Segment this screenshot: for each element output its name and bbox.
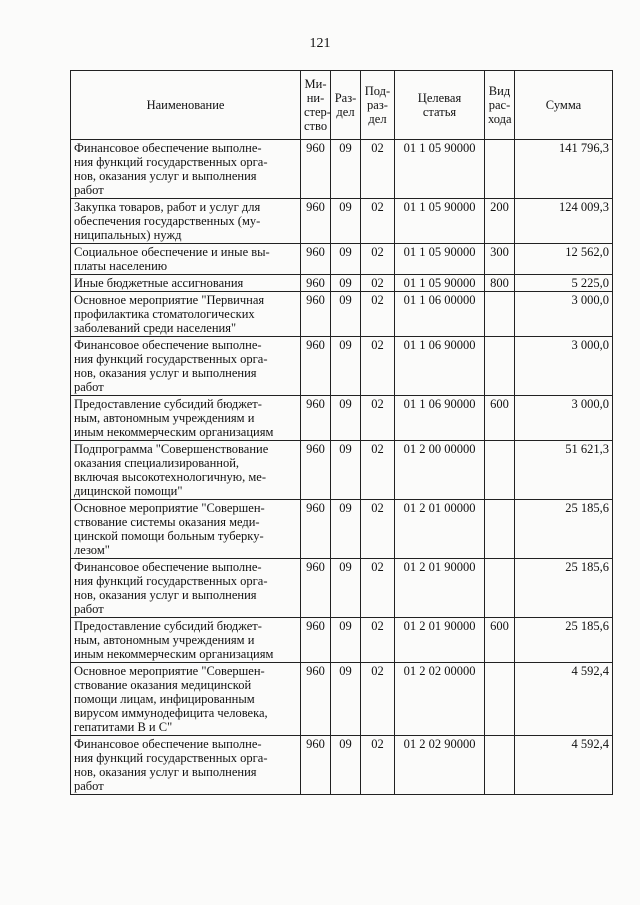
table-row xyxy=(71,337,613,396)
cell-ministry: 960 xyxy=(301,500,331,559)
header-target: Целевая статья xyxy=(395,71,485,140)
cell-subsection: 02 xyxy=(361,140,395,199)
cell-sum: 12 562,0 xyxy=(515,244,613,275)
cell-name: Подпрограмма "Совершенствование оказания специализированной, включая высокотехнологичную, ме- дицинской помощи" xyxy=(71,441,301,500)
cell-section: 09 xyxy=(331,199,361,244)
page-number: 121 xyxy=(309,36,331,51)
cell-section: 09 xyxy=(331,396,361,441)
cell-name: Закупка товаров, работ и услуг для обеспечения государственных (му- ниципальных) нужд xyxy=(71,199,301,244)
cell-subsection: 02 xyxy=(361,337,395,396)
cell-subsection: 02 xyxy=(361,292,395,337)
cell-expense-type xyxy=(485,500,515,559)
cell-sum: 25 185,6 xyxy=(515,559,613,618)
cell-name: Финансовое обеспечение выполне- ния функций государственных орга- нов, оказания услуг и выполнения работ xyxy=(71,337,301,396)
cell-name: Основное мероприятие "Первичная профилактика стоматологических заболеваний среди населения" xyxy=(71,292,301,337)
table-row xyxy=(71,663,613,736)
table-row xyxy=(71,559,613,618)
cell-sum: 25 185,6 xyxy=(515,500,613,559)
cell-target: 01 2 01 00000 xyxy=(395,500,485,559)
cell-expense-type: 800 xyxy=(485,275,515,292)
cell-section: 09 xyxy=(331,292,361,337)
cell-sum: 4 592,4 xyxy=(515,663,613,736)
cell-subsection: 02 xyxy=(361,275,395,292)
cell-ministry: 960 xyxy=(301,337,331,396)
cell-sum: 124 009,3 xyxy=(515,199,613,244)
cell-ministry: 960 xyxy=(301,396,331,441)
header-sum: Сумма xyxy=(515,71,613,140)
table-row xyxy=(71,500,613,559)
cell-ministry: 960 xyxy=(301,441,331,500)
cell-section: 09 xyxy=(331,618,361,663)
cell-subsection: 02 xyxy=(361,618,395,663)
cell-sum: 51 621,3 xyxy=(515,441,613,500)
cell-ministry: 960 xyxy=(301,275,331,292)
cell-name: Финансовое обеспечение выполне- ния функций государственных орга- нов, оказания услуг и выполнения работ xyxy=(71,736,301,795)
header-expense-type: Вид рас- хода xyxy=(485,71,515,140)
cell-section: 09 xyxy=(331,441,361,500)
cell-subsection: 02 xyxy=(361,663,395,736)
table-row xyxy=(71,199,613,244)
cell-name: Иные бюджетные ассигнования xyxy=(71,275,301,292)
cell-expense-type: 600 xyxy=(485,618,515,663)
cell-name: Основное мероприятие "Совершен- ствование системы оказания меди- цинской помощи больным туберку- лезом" xyxy=(71,500,301,559)
cell-sum: 3 000,0 xyxy=(515,396,613,441)
table-row xyxy=(71,140,613,199)
table-row xyxy=(71,244,613,275)
cell-ministry: 960 xyxy=(301,736,331,795)
cell-section: 09 xyxy=(331,275,361,292)
cell-name: Основное мероприятие "Совершен- ствование оказания медицинской помощи лицам, инфицированным вирусом иммунодефицита человека, гепатитами В и С" xyxy=(71,663,301,736)
cell-ministry: 960 xyxy=(301,244,331,275)
cell-expense-type xyxy=(485,663,515,736)
cell-name: Финансовое обеспечение выполне- ния функций государственных орга- нов, оказания услуг и выполнения работ xyxy=(71,140,301,199)
header-ministry: Ми- ни- стер- ство xyxy=(301,71,331,140)
cell-subsection: 02 xyxy=(361,500,395,559)
cell-expense-type: 600 xyxy=(485,396,515,441)
cell-expense-type: 200 xyxy=(485,199,515,244)
cell-ministry: 960 xyxy=(301,559,331,618)
cell-target: 01 2 02 90000 xyxy=(395,736,485,795)
cell-ministry: 960 xyxy=(301,199,331,244)
header-row xyxy=(71,71,613,140)
cell-name: Предоставление субсидий бюджет- ным, автономным учреждениям и иным некоммерческим организациям xyxy=(71,396,301,441)
cell-target: 01 2 01 90000 xyxy=(395,618,485,663)
table-row xyxy=(71,441,613,500)
cell-expense-type xyxy=(485,337,515,396)
cell-subsection: 02 xyxy=(361,736,395,795)
cell-sum: 3 000,0 xyxy=(515,292,613,337)
cell-subsection: 02 xyxy=(361,244,395,275)
header-subsection: Под- раз- дел xyxy=(361,71,395,140)
cell-name: Предоставление субсидий бюджет- ным, автономным учреждениям и иным некоммерческим организациям xyxy=(71,618,301,663)
cell-subsection: 02 xyxy=(361,559,395,618)
cell-name: Социальное обеспечение и иные вы- платы населению xyxy=(71,244,301,275)
cell-section: 09 xyxy=(331,244,361,275)
cell-sum: 25 185,6 xyxy=(515,618,613,663)
cell-subsection: 02 xyxy=(361,396,395,441)
header-section: Раз- дел xyxy=(331,71,361,140)
header-name: Наименование xyxy=(71,71,301,140)
cell-target: 01 2 02 00000 xyxy=(395,663,485,736)
cell-sum: 4 592,4 xyxy=(515,736,613,795)
cell-section: 09 xyxy=(331,559,361,618)
cell-ministry: 960 xyxy=(301,618,331,663)
budget-table xyxy=(70,70,613,795)
cell-section: 09 xyxy=(331,140,361,199)
cell-section: 09 xyxy=(331,337,361,396)
cell-ministry: 960 xyxy=(301,140,331,199)
cell-target: 01 1 05 90000 xyxy=(395,244,485,275)
cell-section: 09 xyxy=(331,663,361,736)
table-row xyxy=(71,292,613,337)
cell-sum: 5 225,0 xyxy=(515,275,613,292)
cell-subsection: 02 xyxy=(361,199,395,244)
cell-target: 01 1 06 00000 xyxy=(395,292,485,337)
cell-target: 01 1 05 90000 xyxy=(395,275,485,292)
cell-expense-type xyxy=(485,736,515,795)
cell-sum: 141 796,3 xyxy=(515,140,613,199)
table-row xyxy=(71,275,613,292)
cell-ministry: 960 xyxy=(301,292,331,337)
cell-expense-type xyxy=(485,559,515,618)
cell-ministry: 960 xyxy=(301,663,331,736)
cell-target: 01 1 05 90000 xyxy=(395,199,485,244)
cell-target: 01 1 05 90000 xyxy=(395,140,485,199)
table-row xyxy=(71,618,613,663)
cell-expense-type xyxy=(485,441,515,500)
cell-target: 01 2 00 00000 xyxy=(395,441,485,500)
cell-expense-type xyxy=(485,292,515,337)
cell-expense-type xyxy=(485,140,515,199)
table-row xyxy=(71,396,613,441)
cell-target: 01 2 01 90000 xyxy=(395,559,485,618)
cell-expense-type: 300 xyxy=(485,244,515,275)
cell-sum: 3 000,0 xyxy=(515,337,613,396)
cell-section: 09 xyxy=(331,736,361,795)
cell-target: 01 1 06 90000 xyxy=(395,337,485,396)
cell-section: 09 xyxy=(331,500,361,559)
cell-name: Финансовое обеспечение выполне- ния функций государственных орга- нов, оказания услуг и выполнения работ xyxy=(71,559,301,618)
cell-subsection: 02 xyxy=(361,441,395,500)
cell-target: 01 1 06 90000 xyxy=(395,396,485,441)
table-row xyxy=(71,736,613,795)
